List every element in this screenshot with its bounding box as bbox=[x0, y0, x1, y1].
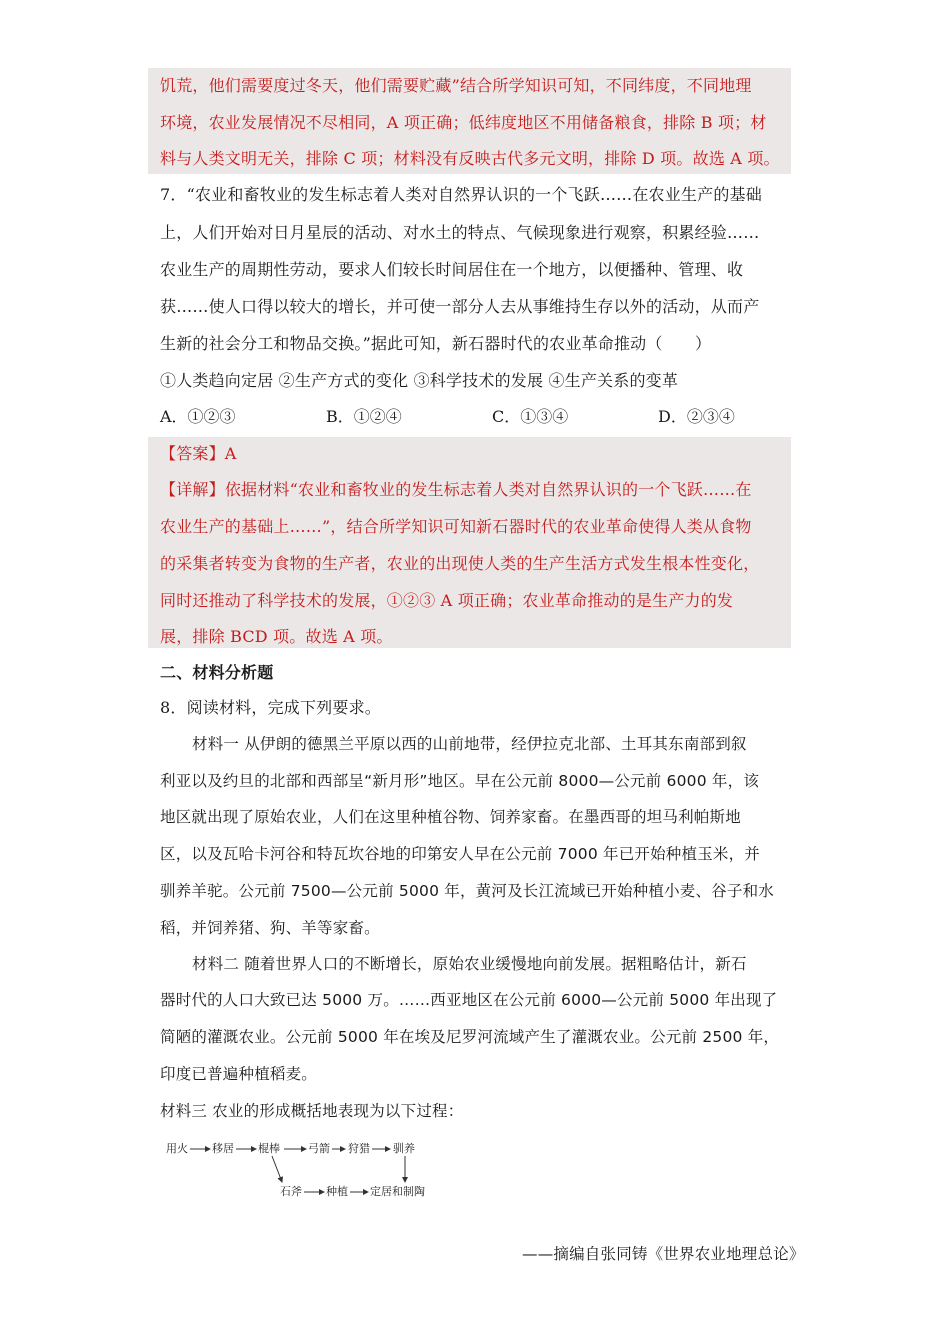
flow-stone-axe: 石斧 bbox=[280, 1185, 302, 1198]
q7-line-2: 上，人们开始对日月星辰的活动、对水土的特点、气候现象进行观察，积累经验…… bbox=[160, 223, 760, 242]
material2-line-2: 器时代的人口大致已达 5000 万。……西亚地区在公元前 6000—公元前 5000 年出现了 bbox=[160, 991, 778, 1009]
flow-planting: 种植 bbox=[326, 1185, 348, 1198]
material1-line-2: 利亚以及约旦的北部和西部呈“新月形”地区。早在公元前 8000—公元前 6000 年，该 bbox=[160, 772, 760, 790]
material-source: ——摘编自张同铸《世界农业地理总论》 bbox=[522, 1245, 805, 1263]
q7-option-c: C．①③④ bbox=[492, 407, 569, 426]
q7-items: ①人类趋向定居 ②生产方式的变化 ③科学技术的发展 ④生产关系的变革 bbox=[160, 371, 679, 390]
q7-option-b: B．①②④ bbox=[326, 407, 402, 426]
q7-line-3: 农业生产的周期性劳动，要求人们较长时间居住在一个地方，以便播种、管理、收 bbox=[160, 260, 744, 279]
material2-line-1: 材料二 随着世界人口的不断增长，原始农业缓慢地向前发展。据粗略估计，新石 bbox=[192, 955, 747, 973]
answer7-text-1: 依据材料“农业和畜牧业的发生标志着人类对自然界认识的一个飞跃……在 bbox=[224, 480, 752, 499]
q7-line-5: 生新的社会分工和物品交换。”据此可知，新石器时代的农业革命推动（ ） bbox=[160, 334, 712, 353]
answer7-explain-label: 【详解】 bbox=[160, 480, 225, 499]
q7-option-a: A．①②③ bbox=[160, 407, 236, 426]
answer6-line-3: 料与人类文明无关，排除 C 项；材料没有反映古代多元文明，排除 D 项。故选 A 项。 bbox=[160, 149, 780, 168]
answer7-line-2: 农业生产的基础上……”，结合所学知识可知新石器时代的农业革命使得人类从食物 bbox=[160, 517, 752, 536]
answer7-line-3: 的采集者转变为食物的生产者，农业的出现使人类的生产生活方式发生根本性变化， bbox=[160, 554, 760, 573]
flow-bow: 弓箭 bbox=[308, 1142, 330, 1155]
flow-domesticate: 驯养 bbox=[393, 1142, 415, 1155]
material2-line-4: 印度已普遍种植稻麦。 bbox=[160, 1065, 318, 1083]
answer7-line-1 bbox=[160, 479, 752, 501]
material1-line-1: 材料一 从伊朗的德黑兰平原以西的山前地带，经伊拉克北部、土耳其东南部到叙 bbox=[192, 735, 747, 753]
material2-line-3: 简陋的灌溉农业。公元前 5000 年在埃及尼罗河流域产生了灌溉农业。公元前 2500 年， bbox=[160, 1028, 780, 1046]
flow-fire: 用火 bbox=[166, 1142, 188, 1155]
answer7-line-4: 同时还推动了科学技术的发展，①②③ A 项正确；农业革命推动的是生产力的发 bbox=[160, 591, 734, 610]
answer7-box bbox=[148, 437, 791, 648]
q7-option-d: D．②③④ bbox=[658, 407, 735, 426]
section2-title: 二、材料分析题 bbox=[160, 663, 274, 682]
q7-line-1: 7．“农业和畜牧业的发生标志着人类对自然界认识的一个飞跃……在农业生产的基础 bbox=[160, 185, 762, 204]
answer6-line-1: 饥荒，他们需要度过冬天，他们需要贮藏”结合所学知识可知，不同纬度，不同地理 bbox=[160, 76, 752, 95]
material3-intro: 材料三 农业的形成概括地表现为以下过程： bbox=[160, 1102, 464, 1120]
q7-line-4: 获……使人口得以较大的增长，并可使一部分人去从事维持生存以外的活动，从而产 bbox=[160, 297, 760, 316]
agriculture-flow-diagram bbox=[160, 1134, 460, 1204]
material1-line-3: 地区就出现了原始农业，人们在这里种植谷物、饲养家畜。在墨西哥的坦马利帕斯地 bbox=[160, 808, 741, 826]
answer6-line-2: 环境，农业发展情况不尽相同，A 项正确；低纬度地区不用储备粮食，排除 B 项；材 bbox=[160, 113, 767, 132]
material1-line-4: 区，以及瓦哈卡河谷和特瓦坎谷地的印第安人早在公元前 7000 年已开始种植玉米，并 bbox=[160, 845, 761, 863]
q8-intro: 8．阅读材料，完成下列要求。 bbox=[160, 698, 381, 717]
material1-line-6: 稻，并饲养猪、狗、羊等家畜。 bbox=[160, 919, 380, 937]
flow-migrate: 移居 bbox=[212, 1142, 234, 1155]
answer7-label: 【答案】A bbox=[160, 444, 237, 463]
flow-club: 棍棒 bbox=[258, 1142, 280, 1155]
flow-settle-pottery: 定居和制陶 bbox=[370, 1185, 425, 1198]
flow-hunt: 狩猎 bbox=[348, 1142, 370, 1155]
material1-line-5: 驯养羊驼。公元前 7500—公元前 5000 年，黄河及长江流域已开始种植小麦、谷子和水 bbox=[160, 882, 774, 900]
answer7-line-5: 展，排除 BCD 项。故选 A 项。 bbox=[160, 627, 393, 646]
